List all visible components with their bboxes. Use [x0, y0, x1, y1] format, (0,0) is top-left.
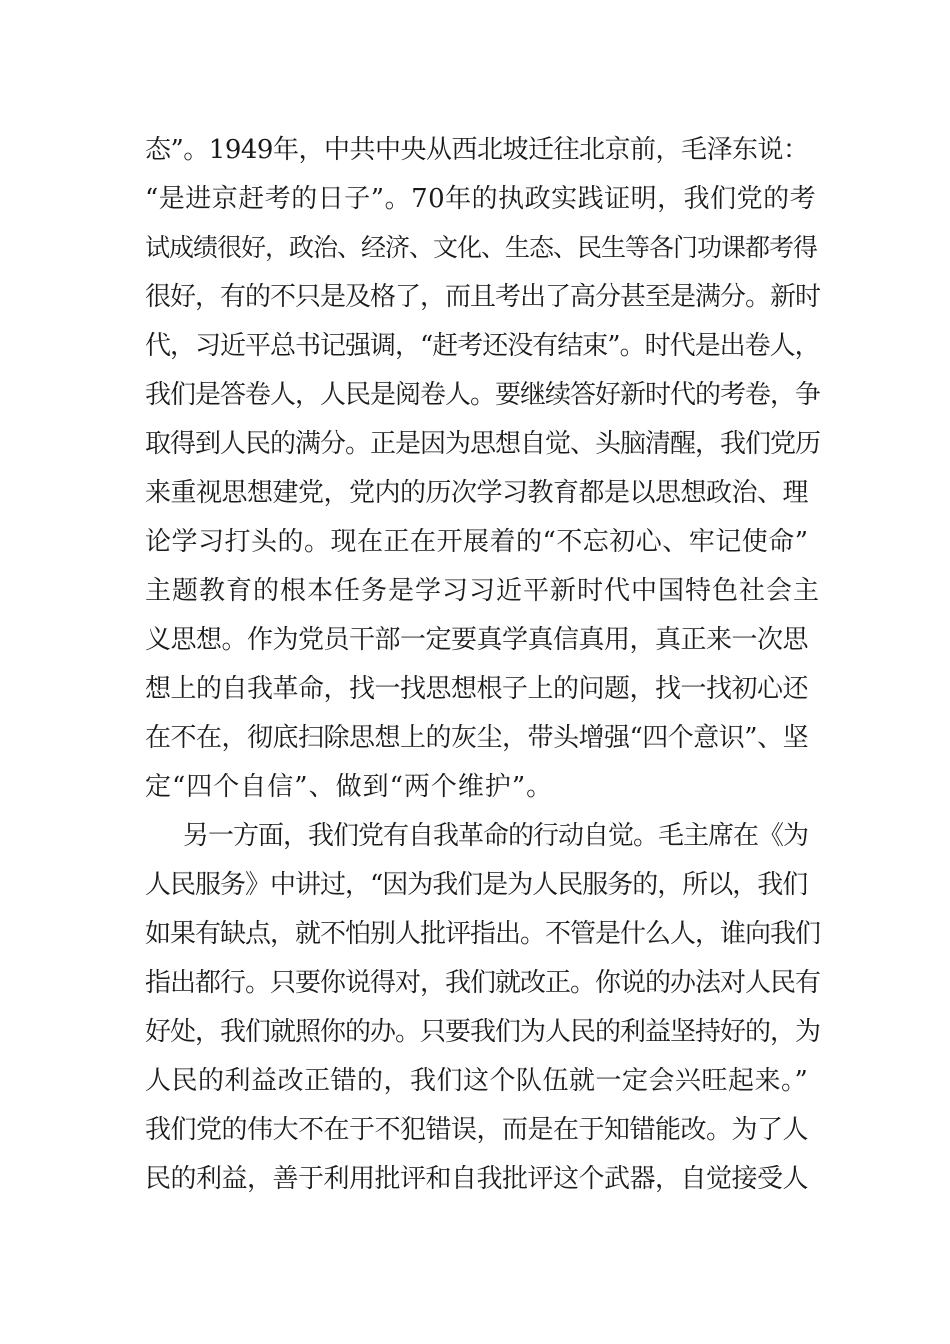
- text-line: 论学习打头的。现在正在开展着的“不忘初心、牢记使命”: [145, 527, 809, 557]
- text-line: 人民服务》中讲过，“因为我们是为人民服务的，所以，我们: [145, 870, 808, 900]
- text-line: 来重视思想建党，党内的历次学习教育都是以思想政治、理: [145, 478, 809, 508]
- text-line: 人民的利益改正错的，我们这个队伍就一定会兴旺起来。”: [145, 1066, 809, 1096]
- text-line: 义思想。作为党员干部一定要真学真信真用，真正来一次思: [145, 625, 809, 655]
- text-line: 主题教育的根本任务是学习习近平新时代中国特色社会主: [145, 576, 821, 606]
- paragraph-first-line: 另一方面，我们党有自我革命的行动自觉。毛主席在《为: [183, 821, 809, 851]
- text-line: 代，习近平总书记强调，“赶考还没有结束”。时代是出卷人，: [145, 331, 820, 361]
- text-line: 想上的自我革命，找一找思想根子上的问题，找一找初心还: [145, 674, 809, 704]
- text-line: 民的利益，善于利用批评和自我批评这个武器，自觉接受人: [145, 1164, 809, 1194]
- text-line: 如果有缺点，就不怕别人批评指出。不管是什么人，谁向我们: [145, 919, 821, 949]
- text-line: 我们党的伟大不在于不犯错误，而是在于知错能改。为了人: [145, 1115, 809, 1145]
- text-line: 我们是答卷人，人民是阅卷人。要继续答好新时代的考卷，争: [145, 380, 821, 410]
- text-line: 态”。1949年，中共中央从西北坡迁往北京前，毛泽东说：: [145, 135, 809, 165]
- text-line: 定“四个自信”、做到“两个维护”。: [145, 772, 554, 802]
- text-line: 很好，有的不只是及格了，而且考出了高分甚至是满分。新时: [145, 282, 821, 312]
- text-line: 好处，我们就照你的办。只要我们为人民的利益坚持好的，为: [145, 1017, 821, 1047]
- text-line: 试成绩很好，政治、经济、文化、生态、民生等各门功课都考得: [145, 233, 818, 262]
- text-line: 指出都行。只要你说得对，我们就改正。你说的办法对人民有: [145, 968, 821, 998]
- text-line: “是进京赶考的日子”。70年的执政实践证明，我们党的考: [145, 184, 817, 214]
- text-line: 在不在，彻底扫除思想上的灰尘，带头增强“四个意识”、坚: [145, 723, 809, 753]
- text-line: 取得到人民的满分。正是因为思想自觉、头脑清醒，我们党历: [145, 429, 821, 459]
